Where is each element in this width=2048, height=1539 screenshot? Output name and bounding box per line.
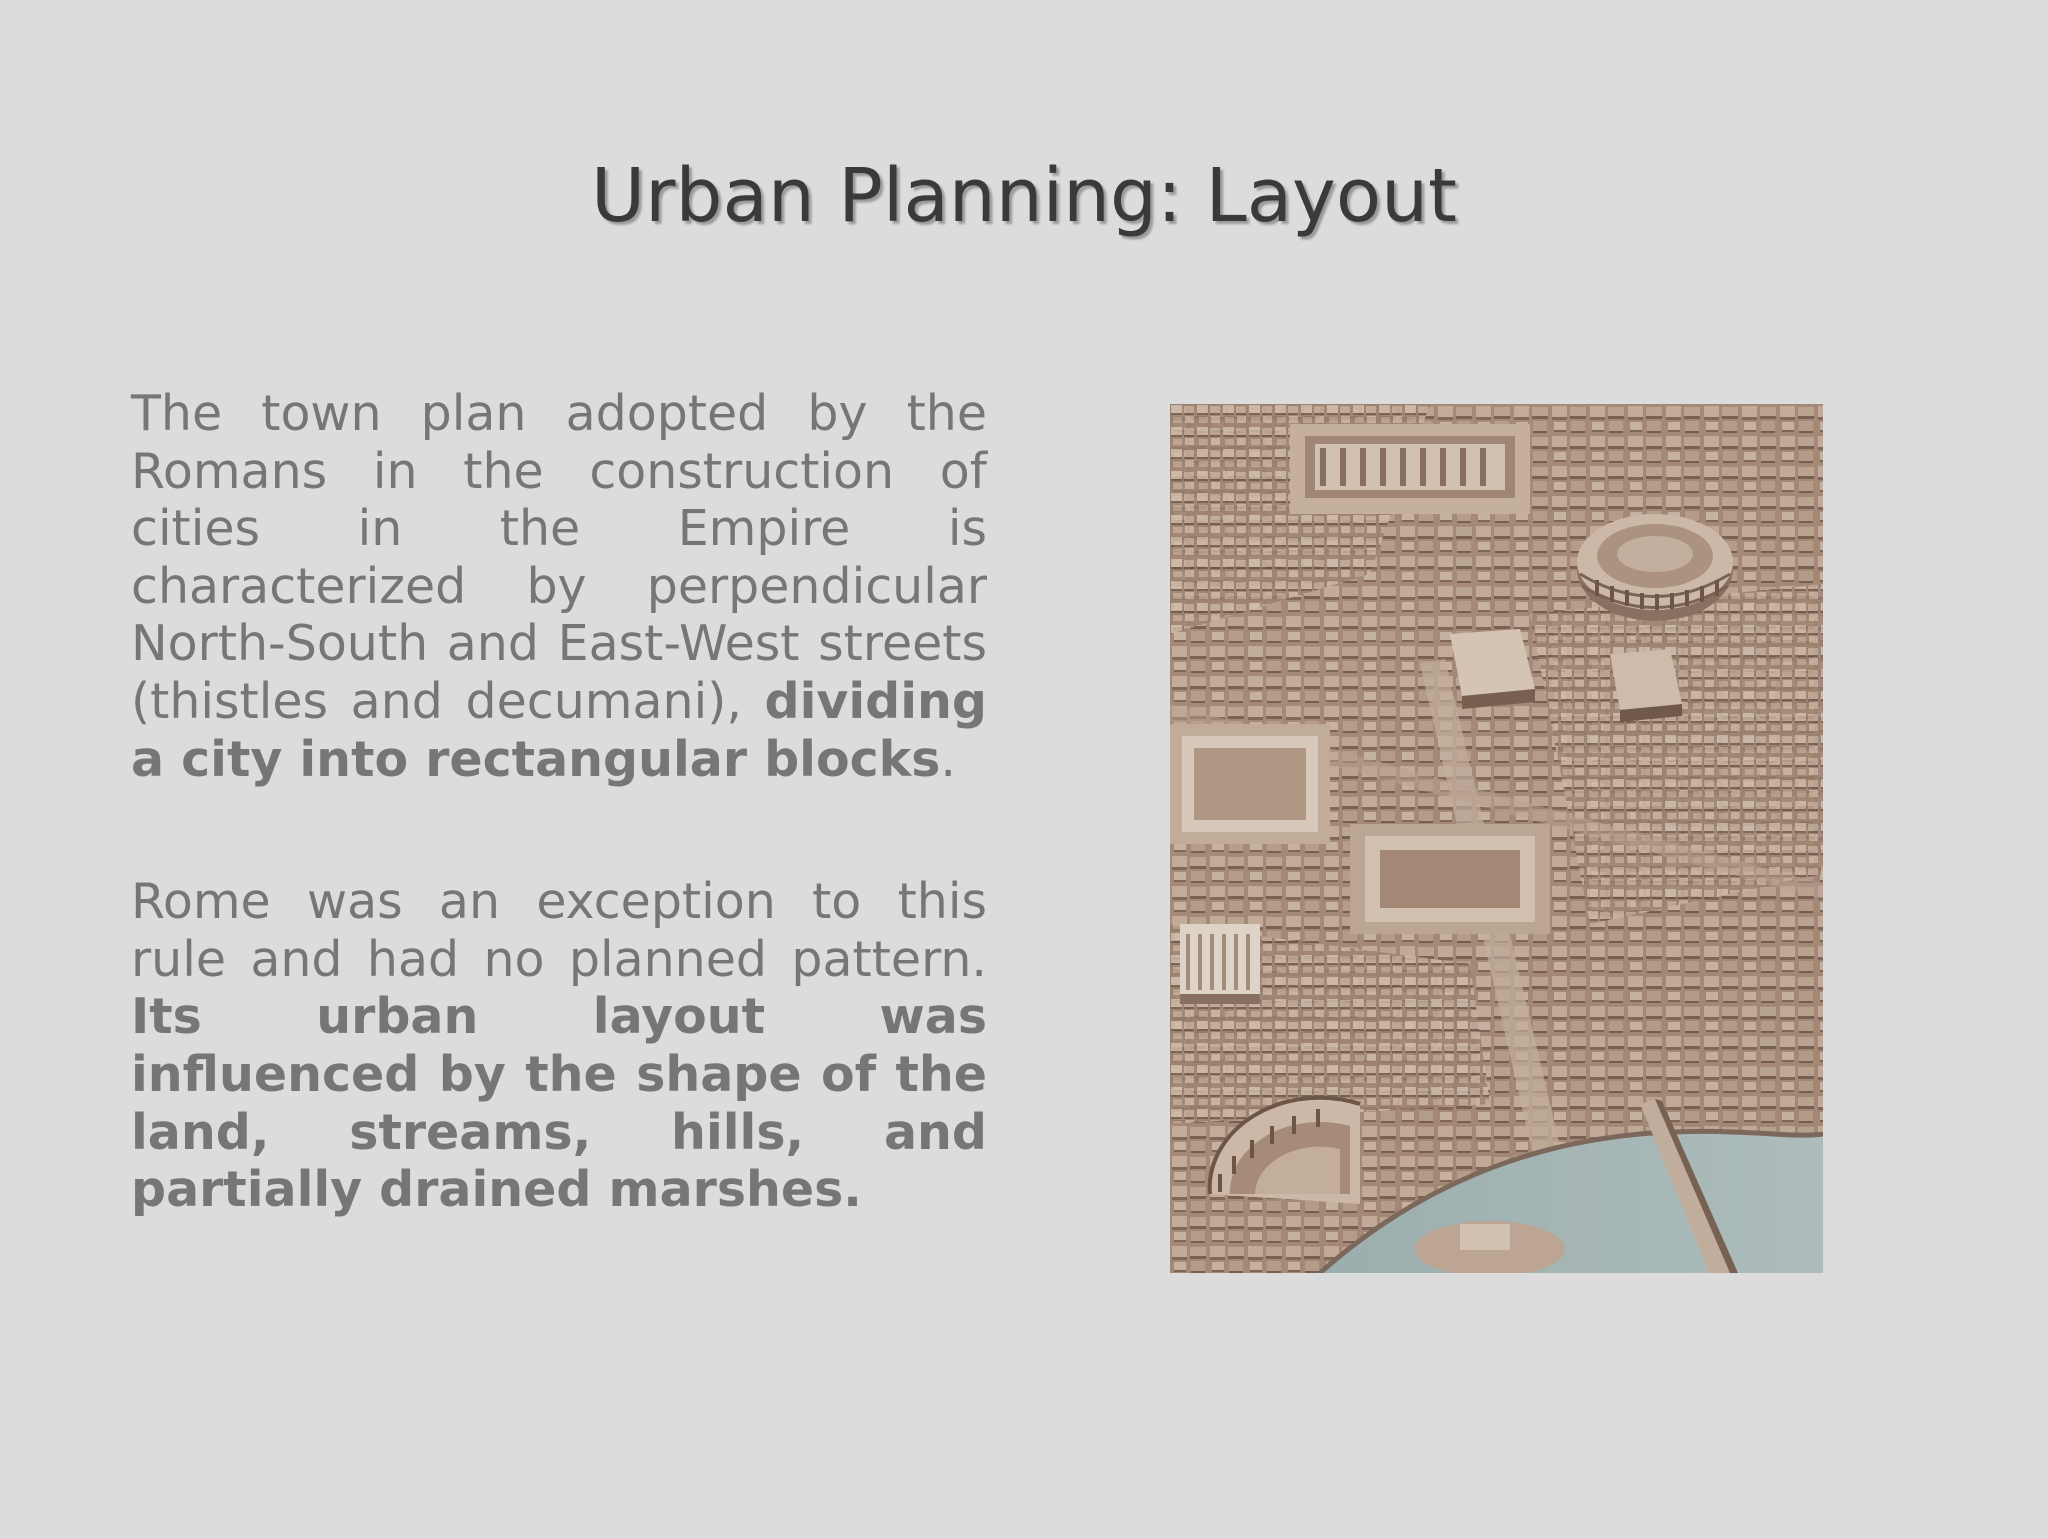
ancient-rome-model-image — [1170, 404, 1823, 1273]
rome-model-illustration — [1170, 404, 1823, 1273]
paragraph-town-plan — [131, 385, 987, 788]
paragraph-town-plan-bold: dividing a city into rectangular blocks — [131, 672, 987, 788]
body-text — [131, 385, 987, 1219]
slide-title: Urban Planning: Layout — [590, 153, 1458, 239]
paragraph-rome-exception-bold: Its urban layout was influenced by the shape of the land, streams, hills, and partially drained marshes. — [131, 988, 987, 1219]
paragraph-town-plan-end: . — [940, 730, 956, 788]
paragraph-rome-exception — [131, 873, 987, 1219]
paragraph-rome-exception-regular: Rome was an exception to this rule and had no planned pattern. — [131, 873, 987, 988]
paragraph-town-plan-regular: The town plan adopted by the Romans in the construction of cities in the Empire is characterized by perpendicular North-South and East-West streets (thistles and decumani), — [131, 385, 987, 730]
